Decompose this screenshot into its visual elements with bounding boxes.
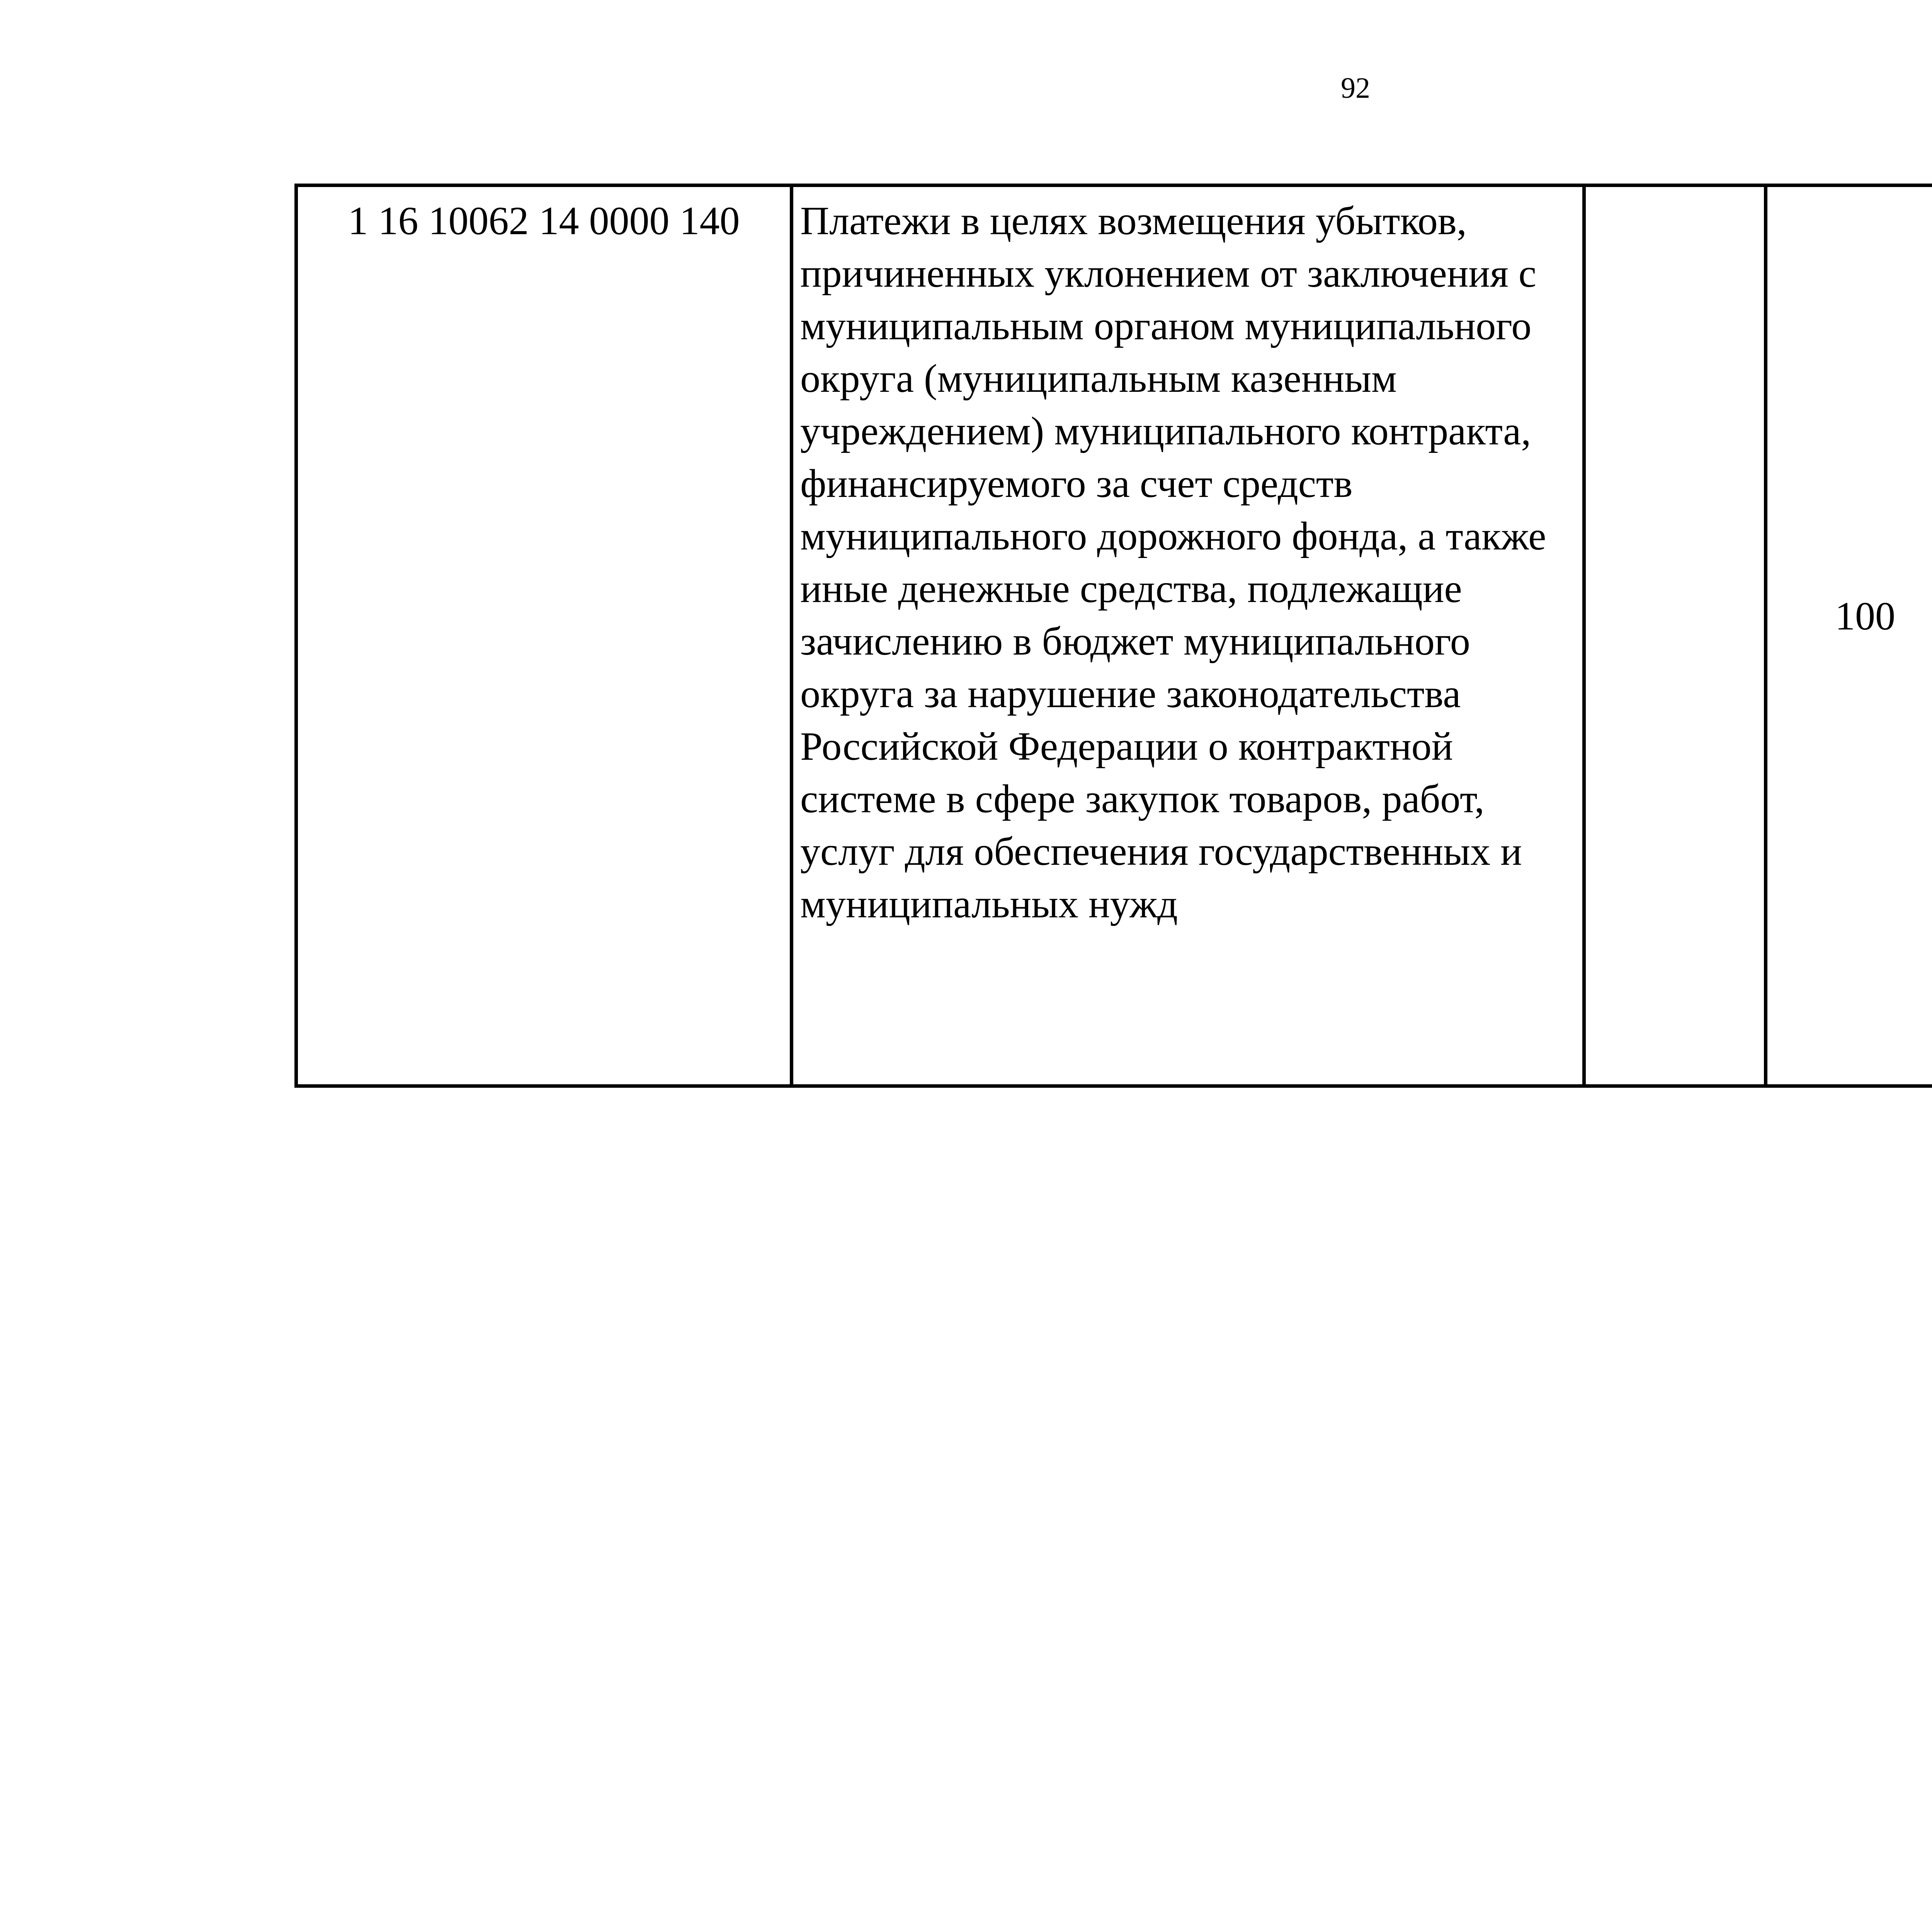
page-number: 92: [1341, 72, 1370, 104]
revenue-description: Платежи в целях возмещения убытков, причиненных уклонением от заключения с муниципальным органом муниципального округа (муниципальным казенным учреждением) муниципального контракта, финансируемого за счет средств муниципального дорожного фонда, а также иные денежные средства, подлежащие зачислению в бюджет муниципального округа за нарушение законодательства Российской Федерации о контрактной системе в сфере закупок товаров, работ, услуг для обеспечения государственных и муниципальных нужд: [792, 185, 1584, 1086]
normative-percent: 100: [1766, 185, 1932, 1086]
revenue-table: [294, 184, 1932, 1088]
table-cell-col3: [1584, 185, 1766, 1086]
table-row: [296, 185, 1932, 1086]
budget-classification-code: 1 16 10062 14 0000 140: [296, 185, 792, 1086]
